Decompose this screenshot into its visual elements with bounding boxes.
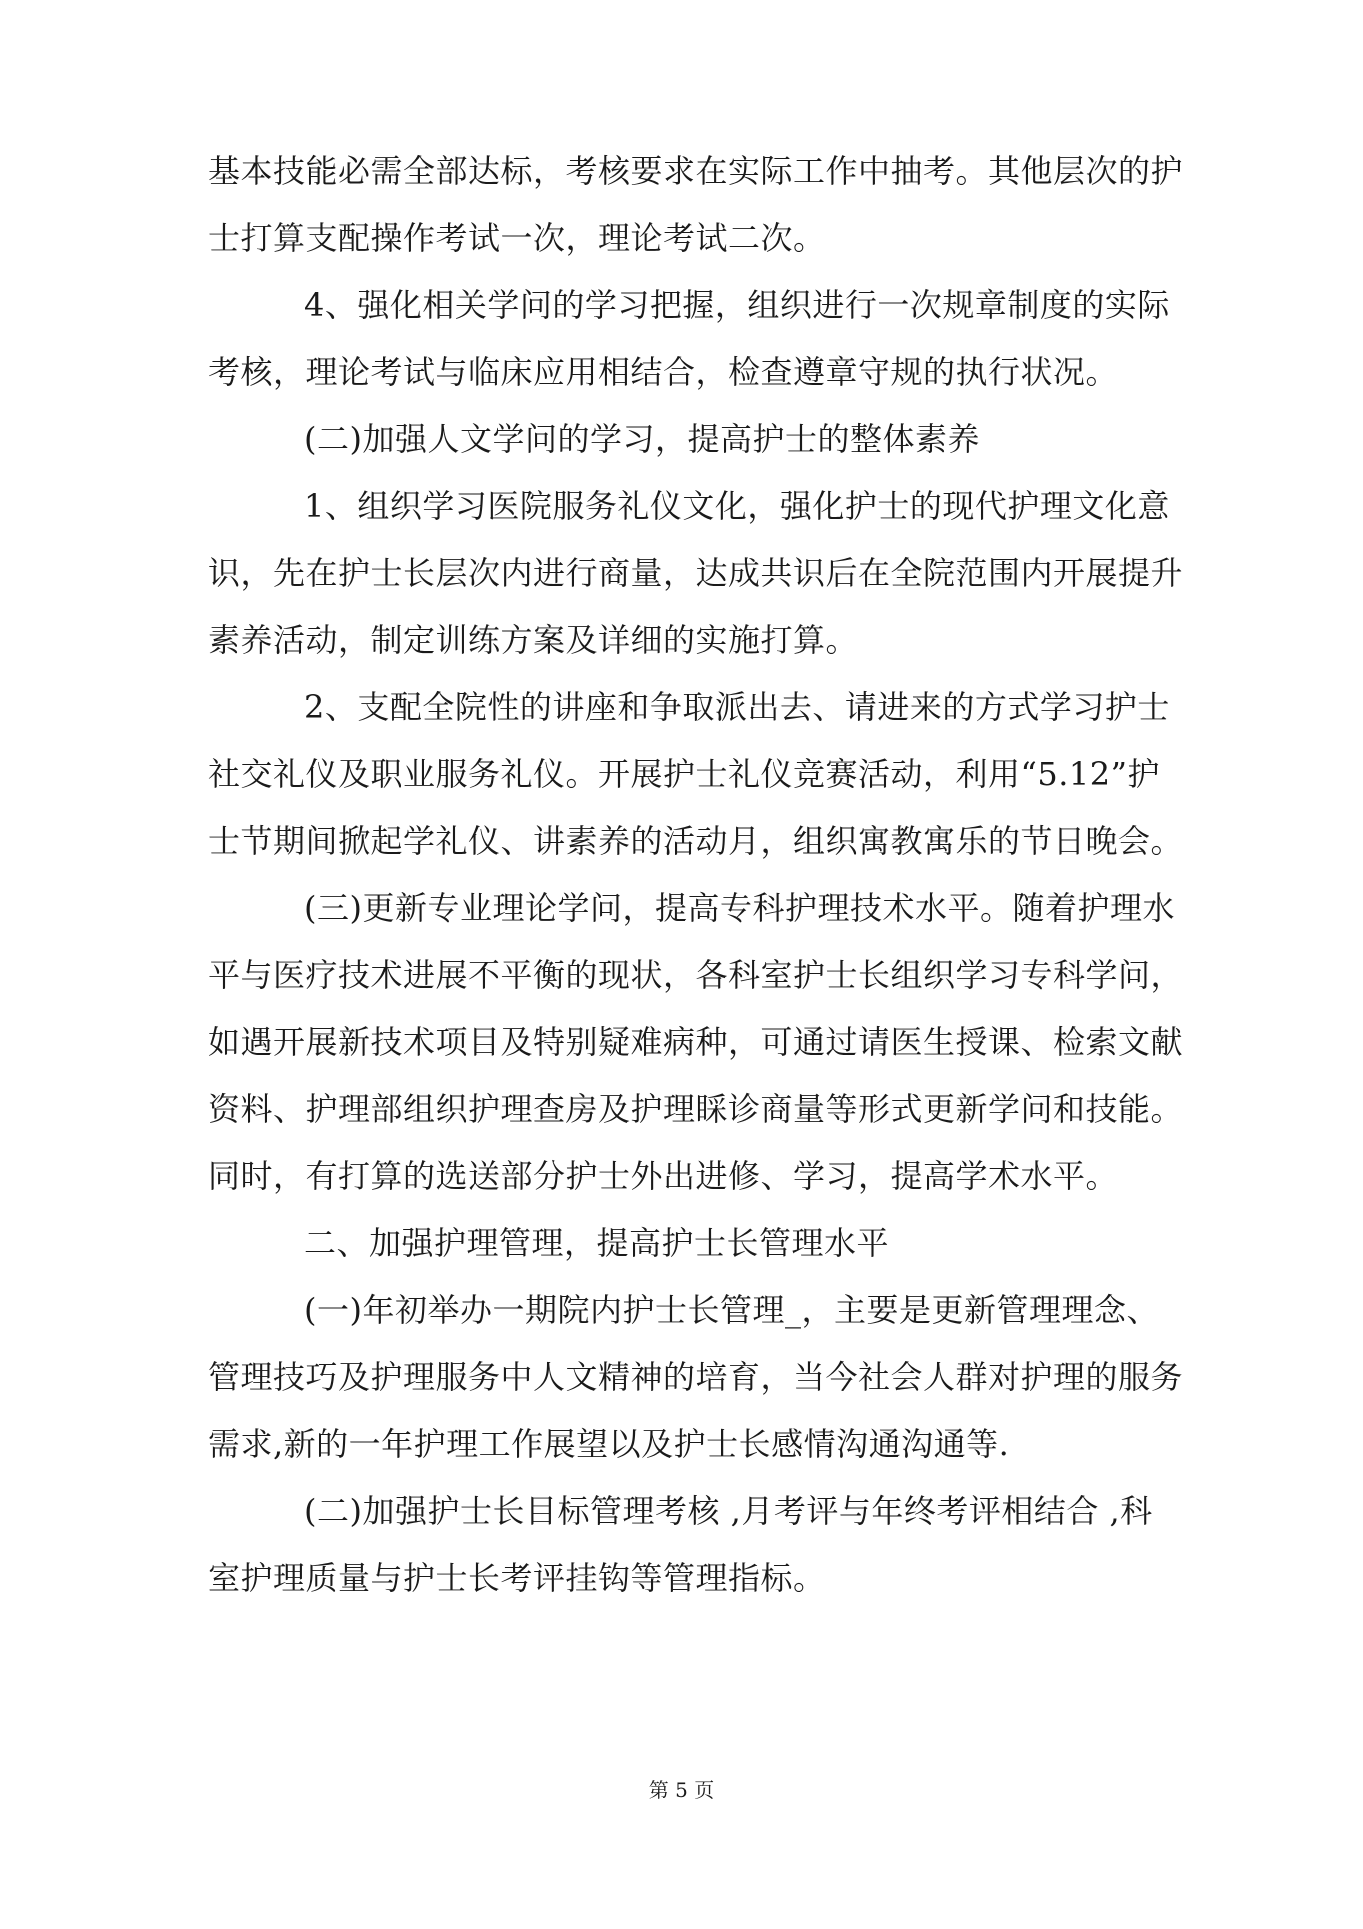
text-line: 同时，有打算的选送部分护士外出进修、学习，提高学术水平。: [208, 1157, 1119, 1195]
text-line: (二)加强人文学问的学习，提高护士的整体素养: [304, 420, 980, 458]
text-line: 士节期间掀起学礼仪、讲素养的活动月，组织寓教寓乐的节日晚会。: [208, 822, 1184, 860]
text-line: 如遇开展新技术项目及特别疑难病种，可通过请医生授课、检索文献: [208, 1023, 1184, 1061]
text-line: 4、强化相关学问的学习把握，组织进行一次规章制度的实际: [304, 286, 1170, 324]
text-line: 二、加强护理管理，提高护士长管理水平: [304, 1224, 890, 1262]
page-number: 第 5 页: [648, 1778, 715, 1802]
text-line: 室护理质量与护士长考评挂钩等管理指标。: [208, 1559, 826, 1597]
text-line: 士打算支配操作考试一次，理论考试二次。: [208, 219, 826, 257]
text-line: 识，先在护士长层次内进行商量，达成共识后在全院范围内开展提升: [208, 554, 1184, 592]
document-body: [208, 138, 1184, 1612]
text-line: 考核，理论考试与临床应用相结合，检查遵章守规的执行状况。: [208, 353, 1119, 391]
text-line: 素养活动，制定训练方案及详细的实施打算。: [208, 621, 859, 659]
text-line: (二)加强护士长目标管理考核 ,月考评与年终考评相结合 ,科: [304, 1492, 1153, 1530]
text-line: (三)更新专业理论学问，提高专科护理技术水平。随着护理水: [304, 889, 1175, 927]
text-line: 需求,新的一年护理工作展望以及护士长感情沟通沟通等.: [208, 1425, 1010, 1463]
text-line: 管理技巧及护理服务中人文精神的培育，当今社会人群对护理的服务: [208, 1358, 1184, 1396]
text-line: 平与医疗技术进展不平衡的现状，各科室护士长组织学习专科学问，: [208, 956, 1184, 994]
text-line: 资料、护理部组织护理查房及护理睬诊商量等形式更新学问和技能。: [208, 1090, 1184, 1128]
text-line: 1、组织学习医院服务礼仪文化，强化护士的现代护理文化意: [304, 487, 1170, 525]
text-line: (一)年初举办一期院内护士长管理_，主要是更新管理理念、: [304, 1291, 1159, 1329]
text-line: 2、支配全院性的讲座和争取派出去、请进来的方式学习护士: [304, 688, 1170, 726]
text-line: 基本技能必需全部达标，考核要求在实际工作中抽考。其他层次的护: [208, 152, 1184, 190]
text-line: 社交礼仪及职业服务礼仪。开展护士礼仪竞赛活动，利用“5.12”护: [208, 755, 1160, 793]
